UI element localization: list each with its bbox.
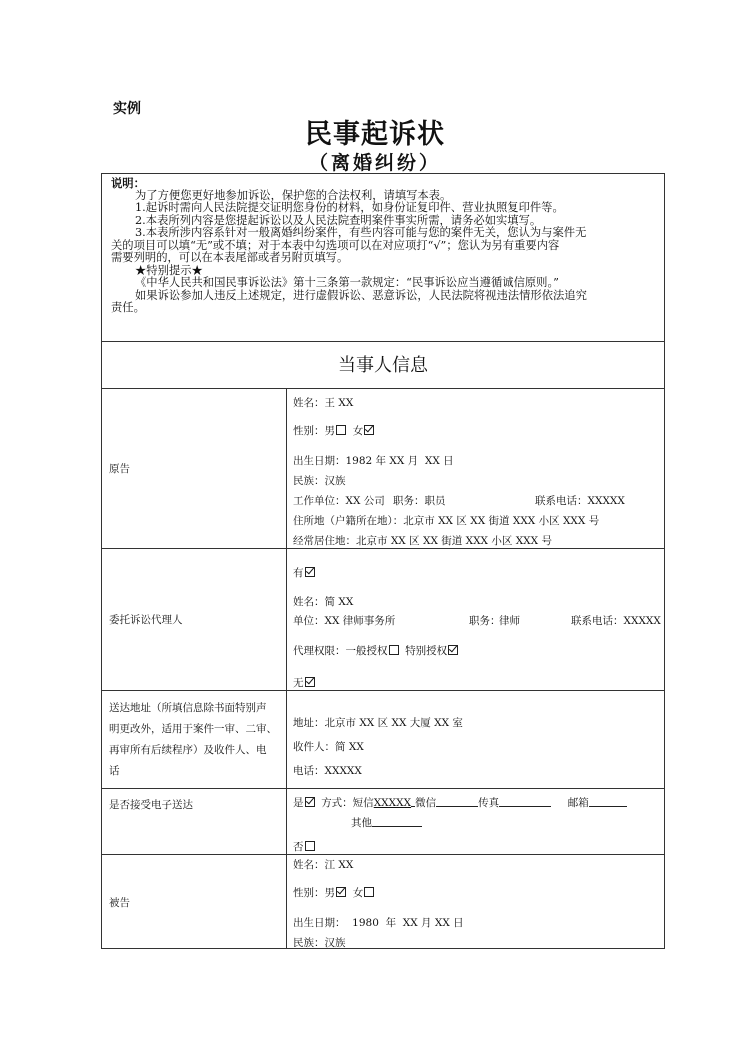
instructions-item-2: 2.本表所列内容是您提起诉讼以及人民法院查明案件事实所需，请务必如实填写。 bbox=[135, 213, 542, 227]
electronic-yes-checkbox[interactable] bbox=[305, 797, 315, 807]
special-tip-2b: 责任。 bbox=[111, 301, 145, 314]
electronic-service-details bbox=[287, 789, 664, 854]
fax-label: 传真 bbox=[478, 797, 500, 809]
wechat-blank[interactable] bbox=[436, 796, 478, 807]
gender-female-label: 女 bbox=[352, 425, 364, 437]
email-label: 邮箱 bbox=[567, 797, 589, 809]
defendant-label: 被告 bbox=[102, 855, 287, 949]
instructions-item-3a: 3.本表所涉内容系针对一般离婚纠纷案件，有些内容可能与您的案件无关，您认为与案件无 bbox=[135, 226, 587, 239]
service-address-label bbox=[102, 691, 287, 788]
instructions-block bbox=[102, 174, 664, 342]
instructions-item-3c: 需要列明的，可以在本表尾部或者另附页填写。 bbox=[111, 251, 349, 264]
example-label: 实例 bbox=[113, 101, 141, 117]
instructions-item-3b: 关的项目可以填“无”或不填；对于本表中勾选项可以在对应项打“√”；您认为另有重要内容 bbox=[111, 238, 560, 252]
service-label-line-4: 话 bbox=[109, 764, 120, 777]
defendant-gender bbox=[293, 885, 374, 900]
electronic-yes-label: 是 bbox=[293, 797, 304, 809]
agent-authority bbox=[293, 643, 458, 658]
agent-has bbox=[293, 565, 315, 580]
email-blank[interactable] bbox=[589, 796, 627, 807]
gender-male-label: 性别：男 bbox=[293, 425, 335, 437]
service-label-line-1: 送达地址（所填信息除书面特别声 bbox=[109, 701, 267, 714]
plaintiff-phone: 联系电话：XXXXX bbox=[535, 495, 625, 507]
special-tip-1: 《中华人民共和国民事诉讼法》第十三条第一款规定：“民事诉讼应当遵循诚信原则。” bbox=[135, 276, 559, 289]
plaintiff-work-unit: 工作单位：XX 公司 bbox=[293, 495, 385, 507]
agent-position-label: 职务： bbox=[469, 615, 501, 627]
plaintiff-position: 职务：职员 bbox=[393, 495, 446, 507]
sms-label: 方式：短信 bbox=[321, 797, 374, 809]
special-tip-heading: ★特别提示★ bbox=[135, 263, 203, 277]
agent-none bbox=[293, 675, 315, 690]
service-address-row bbox=[102, 691, 664, 789]
plaintiff-ethnicity: 民族：汉族 bbox=[293, 475, 346, 487]
other-label: 其他 bbox=[351, 817, 372, 829]
electronic-service-label: 是否接受电子送达 bbox=[102, 789, 287, 854]
agent-none-checkbox[interactable] bbox=[305, 677, 315, 687]
plaintiff-row bbox=[102, 389, 664, 549]
electronic-service-yes-line bbox=[293, 795, 627, 810]
agent-has-label: 有 bbox=[293, 567, 304, 579]
agent-unit: 单位：XX 律师事务所 bbox=[293, 615, 396, 627]
defendant-row bbox=[102, 855, 664, 949]
agent-phone: 联系电话：XXXXX bbox=[571, 615, 661, 627]
plaintiff-name: 姓名：王 XX bbox=[293, 397, 354, 409]
fax-blank[interactable] bbox=[499, 796, 551, 807]
party-info-heading: 当事人信息 bbox=[102, 342, 664, 389]
agent-row bbox=[102, 549, 664, 691]
service-label-line-3: 再审所有后续程序）及收件人、电 bbox=[109, 743, 267, 756]
agent-details bbox=[287, 549, 664, 690]
defendant-birth: 出生日期： 1980 年 XX 月 XX 日 bbox=[293, 917, 464, 929]
defendant-female-checkbox[interactable] bbox=[364, 887, 374, 897]
agent-position: 律师 bbox=[499, 615, 520, 627]
plaintiff-residence: 住所地（户籍所在地）：北京市 XX 区 XX 街道 XXX 小区 XXX 号 bbox=[293, 515, 600, 527]
document-title: 民事起诉状 bbox=[305, 119, 445, 150]
electronic-service-row bbox=[102, 789, 664, 855]
service-address-details bbox=[287, 691, 664, 788]
document-subtitle: （离婚纠纷） bbox=[308, 152, 441, 174]
agent-has-checkbox[interactable] bbox=[305, 567, 315, 577]
agent-name: 姓名：简 XX bbox=[293, 596, 354, 608]
service-label-line-2: 明更改外，适用于案件一审、二审、 bbox=[109, 722, 277, 735]
male-checkbox[interactable] bbox=[336, 425, 346, 435]
plaintiff-label: 原告 bbox=[102, 389, 287, 548]
instructions-item-1: 1.起诉时需向人民法院提交证明您身份的材料，如身份证复印件、营业执照复印件等。 bbox=[135, 201, 564, 214]
agent-label: 委托诉讼代理人 bbox=[102, 549, 287, 690]
service-recipient: 收件人：简 XX bbox=[293, 741, 364, 753]
wechat-label: 微信 bbox=[415, 797, 437, 809]
agent-none-label: 无 bbox=[293, 677, 304, 689]
special-authority-label: 特别授权 bbox=[405, 645, 448, 657]
special-authority-checkbox[interactable] bbox=[448, 645, 458, 655]
sms-value: XXXXX bbox=[373, 797, 412, 809]
plaintiff-habitual-residence: 经常居住地：北京市 XX 区 XX 街道 XXX 小区 XXX 号 bbox=[293, 535, 552, 547]
special-tip-2a: 如果诉讼参加人违反上述规定，进行虚假诉讼、恶意诉讼，人民法院将视违法情形依法追究 bbox=[135, 288, 587, 302]
instructions-heading: 说明： bbox=[111, 176, 145, 190]
plaintiff-birth: 出生日期：1982 年 XX 月 XX 日 bbox=[293, 455, 454, 467]
service-address: 地址：北京市 XX 区 XX 大厦 XX 室 bbox=[293, 717, 463, 729]
complaint-form bbox=[101, 173, 665, 949]
general-authority-checkbox[interactable] bbox=[389, 645, 399, 655]
defendant-name: 姓名：江 XX bbox=[293, 859, 354, 871]
instructions-intro: 为了方便您更好地参加诉讼，保护您的合法权利，请填写本表。 bbox=[135, 188, 452, 202]
service-phone: 电话：XXXXX bbox=[293, 765, 362, 777]
defendant-details bbox=[287, 855, 664, 949]
electronic-no-checkbox[interactable] bbox=[305, 841, 315, 851]
female-checkbox[interactable] bbox=[364, 425, 374, 435]
general-authority-label: 代理权限：一般授权 bbox=[293, 645, 388, 657]
defendant-male-checkbox[interactable] bbox=[336, 887, 346, 897]
other-blank[interactable] bbox=[372, 816, 422, 827]
electronic-no-label: 否 bbox=[293, 841, 304, 853]
plaintiff-details bbox=[287, 389, 664, 548]
plaintiff-gender bbox=[293, 423, 374, 438]
defendant-male-label: 性别：男 bbox=[293, 887, 335, 899]
defendant-ethnicity: 民族：汉族 bbox=[293, 937, 346, 949]
electronic-no-line bbox=[293, 839, 315, 854]
electronic-other-line bbox=[351, 815, 422, 830]
defendant-female-label: 女 bbox=[352, 887, 364, 899]
